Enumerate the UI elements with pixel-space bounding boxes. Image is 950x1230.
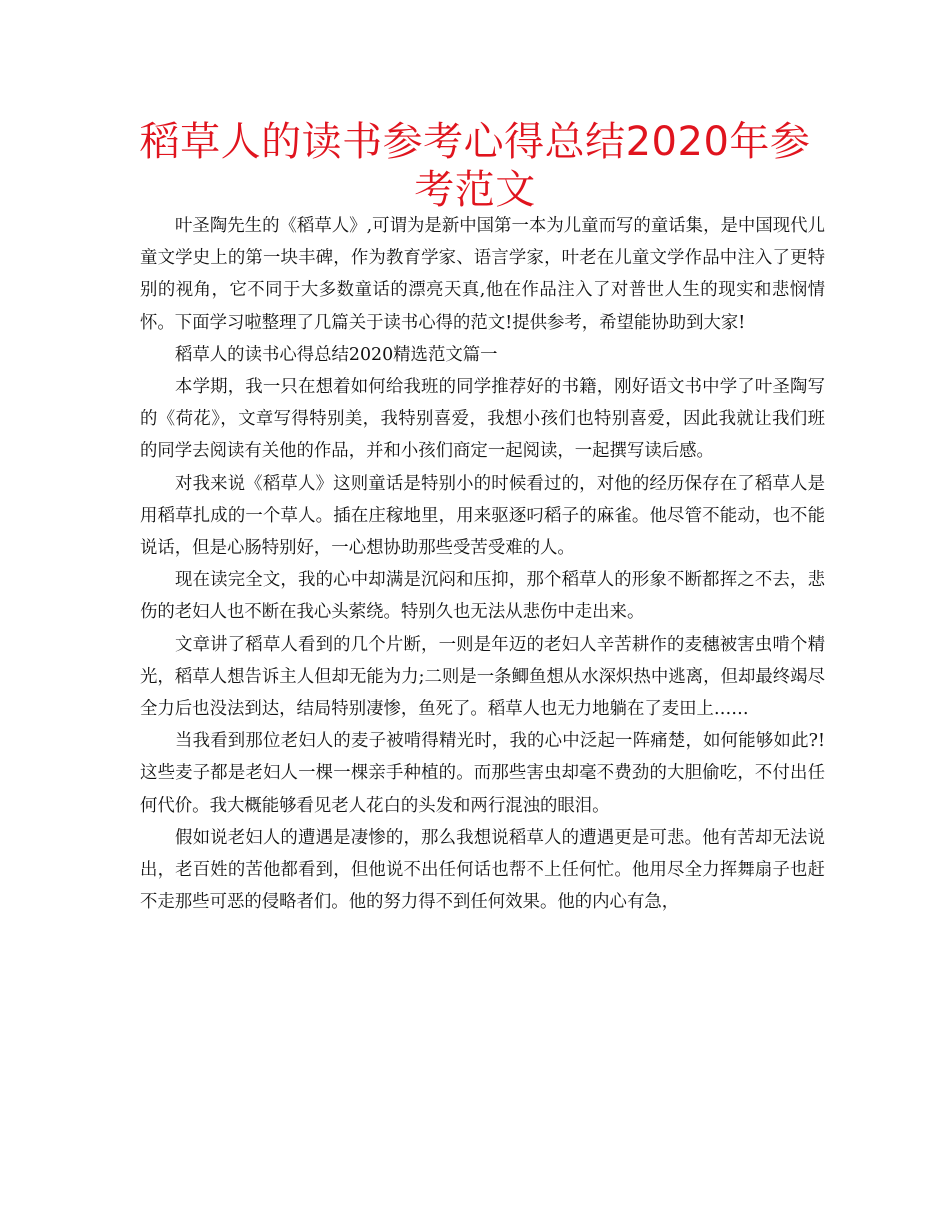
paragraph: 现在读完全文，我的心中却满是沉闷和压抑，那个稻草人的形象不断都挥之不去，悲伤的老妇人也不断在我心头萦绕。特别久也无法从悲伤中走出来。 xyxy=(140,570,825,623)
paragraph: 对我来说《稻草人》这则童话是特别小的时候看过的，对他的经历保存在了稻草人是用稻草扎成的一个草人。插在庄稼地里，用来驱逐叼稻子的麻雀。他尽管不能动，也不能说话，但是心肠特别好，一心想协助那些受苦受难的人。 xyxy=(140,473,825,559)
section-heading: 稻草人的读书心得总结2020精选范文篇一 xyxy=(175,344,498,365)
paragraph: 当我看到那位老妇人的麦子被啃得精光时，我的心中泛起一阵痛楚，如何能够如此?!这些麦子都是老妇人一棵一棵亲手种植的。而那些害虫却毫不费劲的大胆偷吃，不付出任何代价。我大概能够看见老人花白的头发和两行混浊的眼泪。 xyxy=(140,731,825,816)
paragraph: 文章讲了稻草人看到的几个片断，一则是年迈的老妇人辛苦耕作的麦穗被害虫啃个精光，稻草人想告诉主人但却无能为力;二则是一条鲫鱼想从水深炽热中逃离，但却最终竭尽全力后也没法到达，结局特别凄惨，鱼死了。稻草人也无力地躺在了麦田上…… xyxy=(140,634,825,720)
paragraph-intro: 叶圣陶先生的《稻草人》,可谓为是新中国第一本为儿童而写的童话集，是中国现代儿童文学史上的第一块丰碑，作为教育学家、语言学家，叶老在儿童文学作品中注入了更特别的视角，它不同于大多数童话的漂亮天真,他在作品注入了对普世人生的现实和悲悯情怀。下面学习啦整理了几篇关于读书心得的范文!提供参考，希望能协助到大家! xyxy=(140,216,825,333)
paragraph: 假如说老妇人的遭遇是凄惨的，那么我想说稻草人的遭遇更是可悲。他有苦却无法说出，老百姓的苦他都看到，但他说不出任何话也帮不上任何忙。他用尽全力挥舞扇子也赶不走那些可恶的侵略者们。他的努力得不到任何效果。他的内心有急， xyxy=(140,827,825,913)
document-body xyxy=(140,210,825,918)
document-title: 稻草人的读书参考心得总结2020年参考范文 xyxy=(139,119,811,213)
paragraph: 本学期，我一只在想着如何给我班的同学推荐好的书籍，刚好语文书中学了叶圣陶写的《荷花》，文章写得特别美，我特别喜爱，我想小孩们也特别喜爱，因此我就让我们班的同学去阅读有关他的作品，并和小孩们商定一起阅读，一起撰写读后感。 xyxy=(140,377,825,462)
